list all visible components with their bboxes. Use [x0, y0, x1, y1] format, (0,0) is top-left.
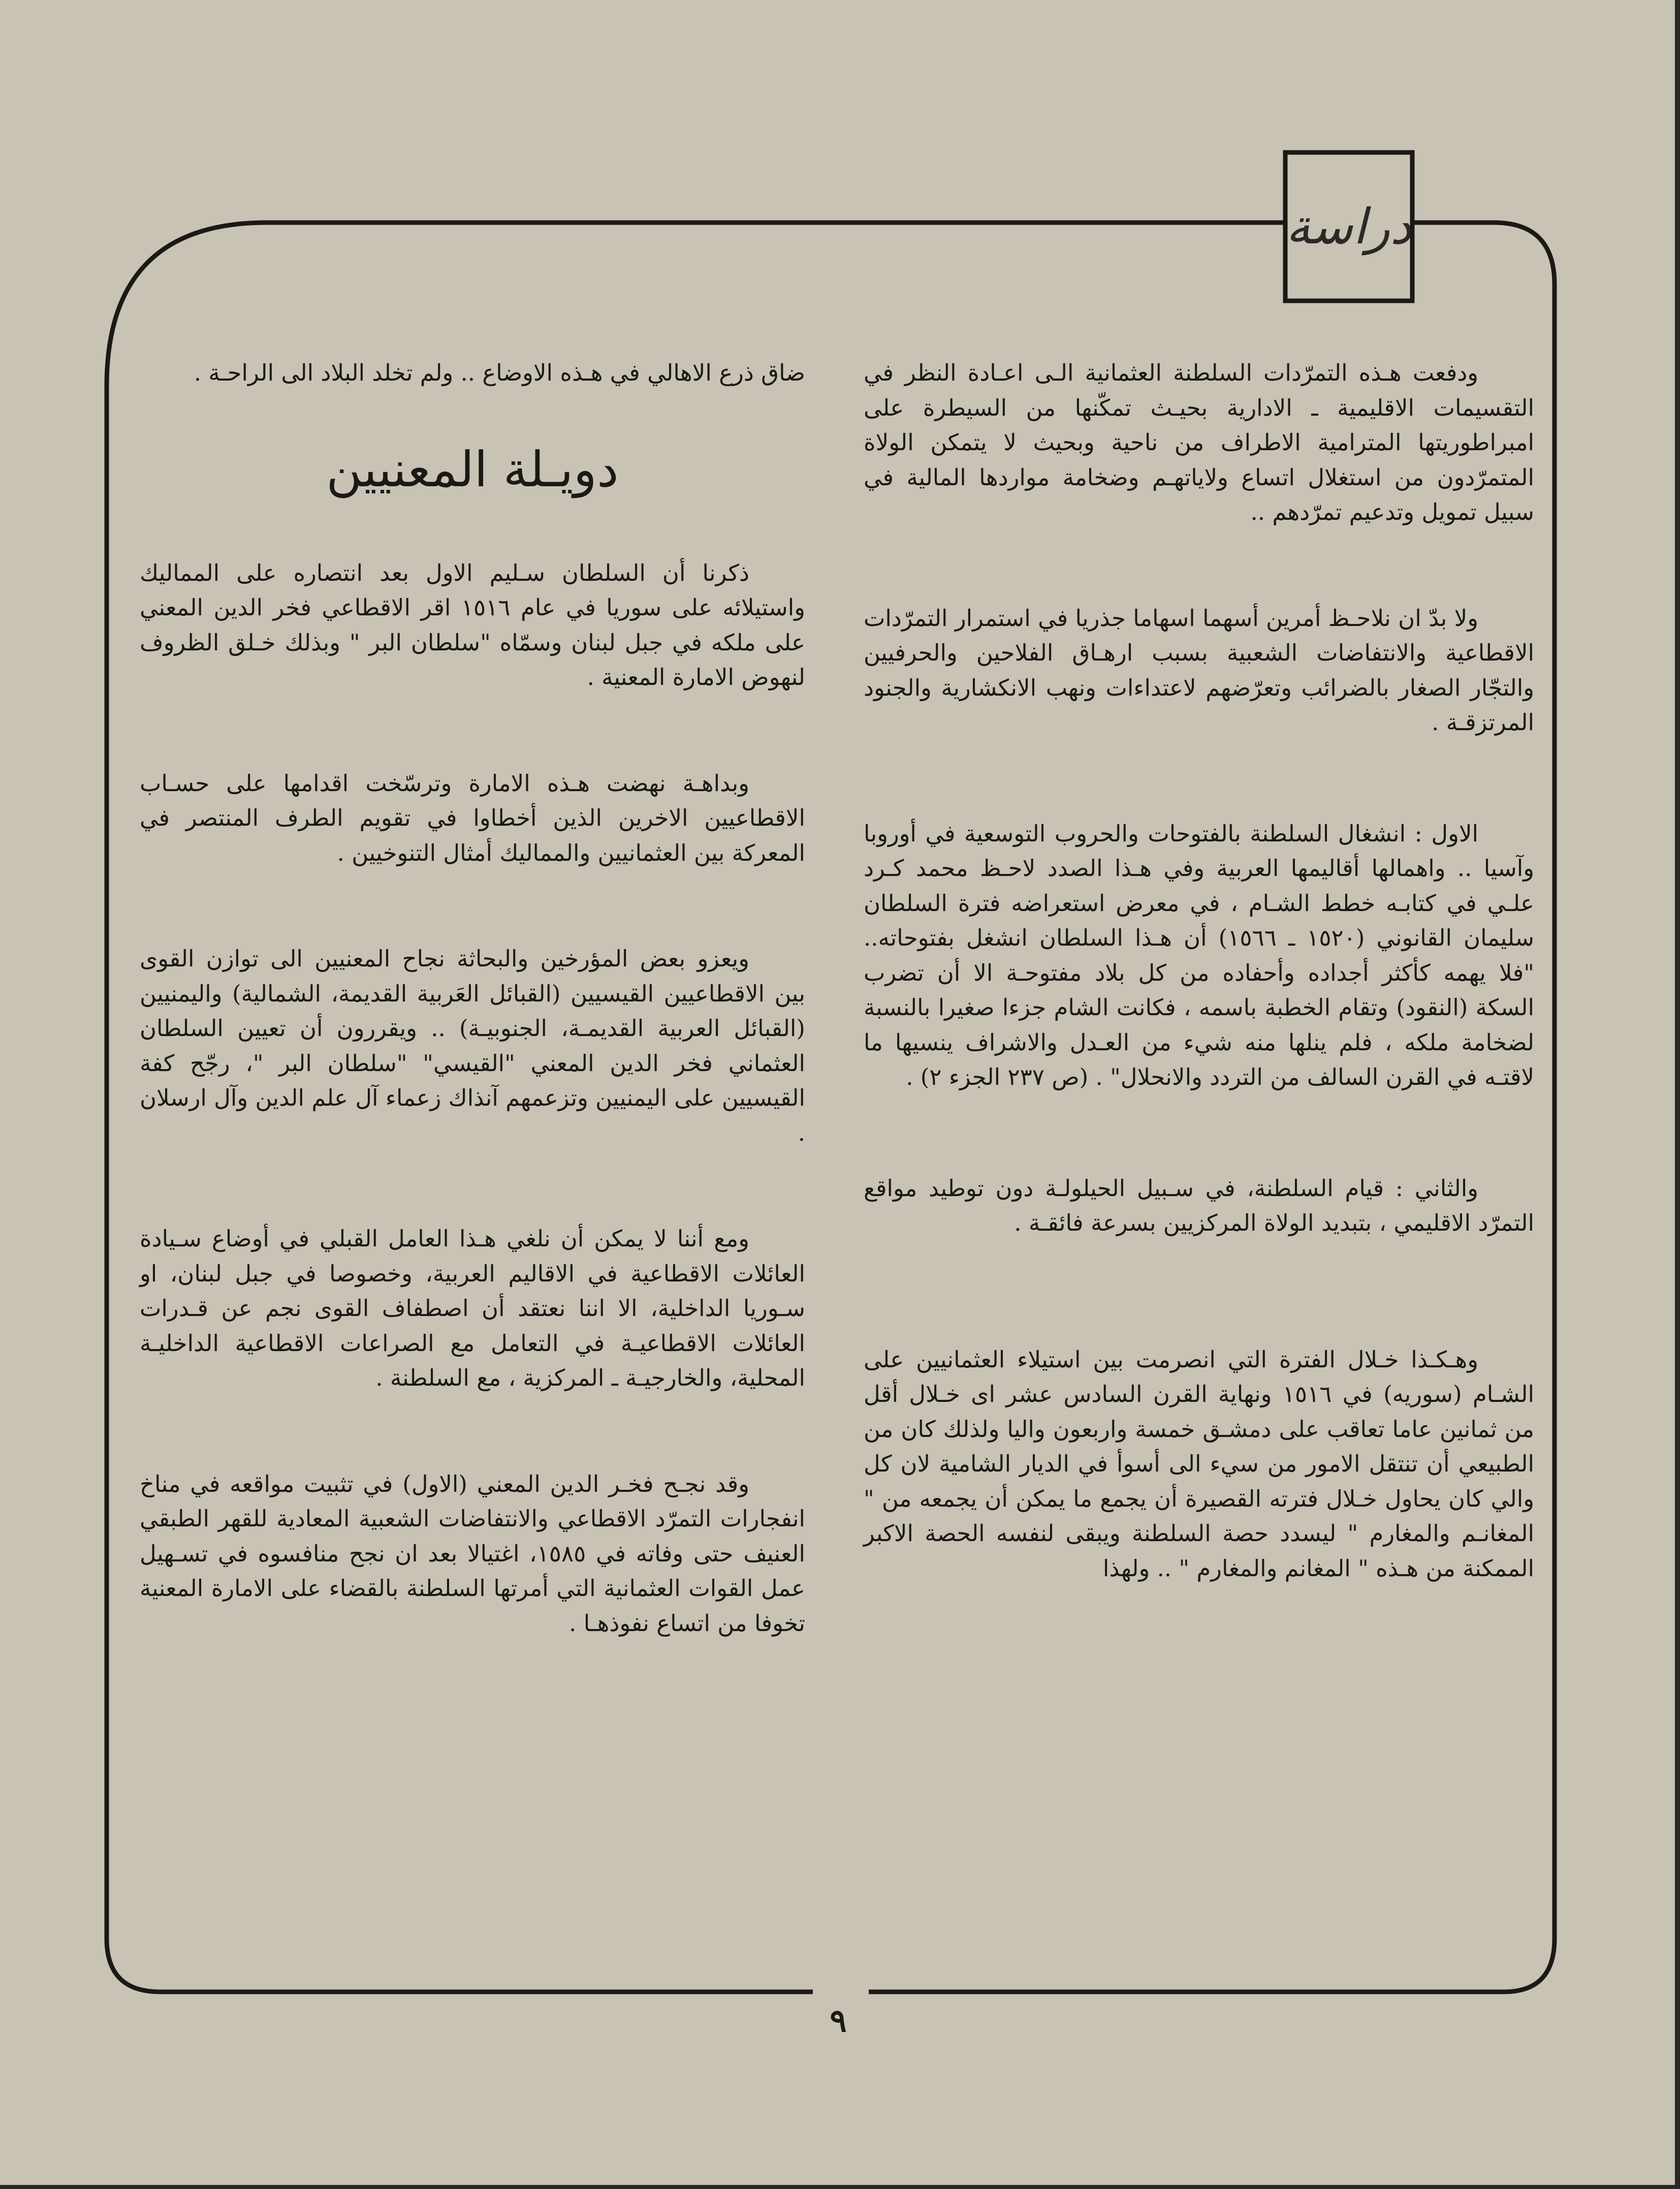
section-logo [1285, 152, 1412, 301]
paragraph-historians: ويعزو بعض المؤرخين والبحاثة نجاح المعنيين الى توازن القوى بين الاقطاعيين القيسيين (القبائل العَربية القديمة، الشمالية) واليمنيين (القبائل العربية القديمـة، الجنوبيـة) .. ويقررون أن تعيين السلطان العثماني فخر الدين المعني "القيسي" "سلطان البر "، رجّح كفة القيسيين على اليمنيين وتزعمهم آنذاك زعماء آل علم الدين وآل ارسلان . [140, 945, 805, 1146]
paragraph-opening: ضاق ذرع الاهالي في هـذه الاوضاع .. ولم تخلد البلاد الى الراحـة . [194, 359, 805, 386]
paragraph-fakhr-aldin: وقد نجـح فخـر الدين المعني (الاول) في تثبيت مواقعه في مناخ انفجارات التمرّد الاقطاعي والانتفاضات الشعبية المعادية للقهر الطبقي العنيف حتى وفاته في ١٥٨٥، اغتيالا بعد ان نجح منافسوه في تسـهيل عمل القوات العثمانية التي أمرتها السلطنة بالقضاء على الامارة المعنية تخوفا من اتساع نفوذهـا . [140, 1470, 806, 1637]
paragraph-second-matter: والثاني : قيام السلطنة، في سـبيل الحيلولـة دون توطيد مواقع التمرّد الاقليمي ، بتبديد الولاة المركزيين بسرعة فائقـة . [864, 1174, 1534, 1236]
right-column [864, 356, 1534, 1586]
page-number: ٩ [830, 2002, 847, 2039]
paragraph-governors: وهـكـذا خـلال الفترة التي انصرمت بين استيلاء العثمانيين على الشـام (سوريه) في ١٥١٦ ونهاية القرن السادس عشر اى خـلال أقل من ثمانين عاما تعاقب على دمشـق خمسة واربعون واليا ولذلك كان من الطبيعي أن تنتقل الامور من سيء الى أسوأ في الديار الشامية لان كل والي كان يحاول خـلال فترته القصيرة أن يجمع ما يمكن أن يجمعه من " المغانـم والمغارم " ليسدد حصة السلطنة ويبقى لنفسه الحصة الاكبر الممكنة من هـذه " المغانم والمغارم " .. ولهذا [864, 1346, 1534, 1582]
section-heading: دويـلة المعنيين [326, 441, 619, 498]
paragraph-emirate-rise: وبداهـة نهضت هـذه الامارة وترسّخت اقدامها على حسـاب الاقطاعيين الاخرين الذين أخطاوا في تقويم الطرف المنتصر في المعركة بين العثمانيين والمماليك أمثال التنوخيين . [140, 769, 805, 866]
left-column [140, 356, 805, 1641]
paragraph-sultan-selim: ذكرنا أن السلطان سـليم الاول بعد انتصاره على المماليك واستيلائه على سوريا في عام ١٥١٦ اقر الاقطاعي فخر الدين المعني على ملكه في جبل لبنان وسمّاه "سلطان البر " وبذلك خـلق الظروف لنهوض الامارة المعنية . [140, 559, 805, 691]
paragraph-tribal-factor: ومع أننا لا يمكن أن نلغي هـذا العامل القبلي في أوضاع سـيادة العائلات الاقطاعية في الاقاليم العربية، وخصوصا في جبل لبنان، او سـوريا الداخلية، الا اننا نعتقد أن اصطفاف القوى نجم عن قـدرات العائلات الاقطاعيـة في التعامل مع الصراعات الاقطاعية الداخليـة المحلية، والخارجيـة ـ المركزية ، مع السلطنة . [140, 1225, 805, 1391]
paragraph-two-matters: ولا بدّ ان نلاحـظ أمرين أسهما اسهاما جذريا في استمرار التمرّدات الاقطاعية والانتفاضات الشعبية بسبب ارهـاق الفلاحين والحرفيين والتجّار الصغار بالضرائب وتعرّضهم لاعتداءات ونهب الانكشارية والجنود المرتزقـة . [864, 604, 1534, 736]
paragraph-tamarrudat: ودفعت هـذه التمرّدات السلطنة العثمانية الـى اعـادة النظر في التقسيمات الاقليمية ـ الادارية بحيـث تمكّنها من السيطرة على امبراطوريتها المترامية الاطراف من ناحية وبحيث لا يتمكن الولاة المتمرّدون من استغلال اتساع ولاياتهـم وضخامة مواردها المالية في سبيل تمويل وتدعيم تمرّدهم .. [864, 359, 1534, 525]
paragraph-first-matter: الاول : انشغال السلطنة بالفتوحات والحروب التوسعية في أوروبا وآسيا .. واهمالها أقاليمها العربية وفي هـذا الصدد لاحـظ محمد كـرد علـي في كتابـه خطط الشـام ، في معرض استعراضه فترة السلطان سليمان القانوني (١٥٢٠ ـ ١٥٦٦) أن هـذا السلطان انشغل بفتوحاته.. "فلا يهمه كأكثر أجداده وأحفاده من كل بلاد مفتوحـة الا أن تضرب السكة (النقود) وتقام الخطبة باسمه ، فكانت الشام جزءا صغيرا بالنسبة لضخامة ملكه ، فلم ينلها منه شيء من العـدل والاشراف ينسيها ما لاقتـه في القرن السالف من التردد والانحلال" . (ص ٢٣٧ الجزء ٢) . [864, 820, 1534, 1090]
section-logo-text: دراسة [1286, 198, 1412, 255]
